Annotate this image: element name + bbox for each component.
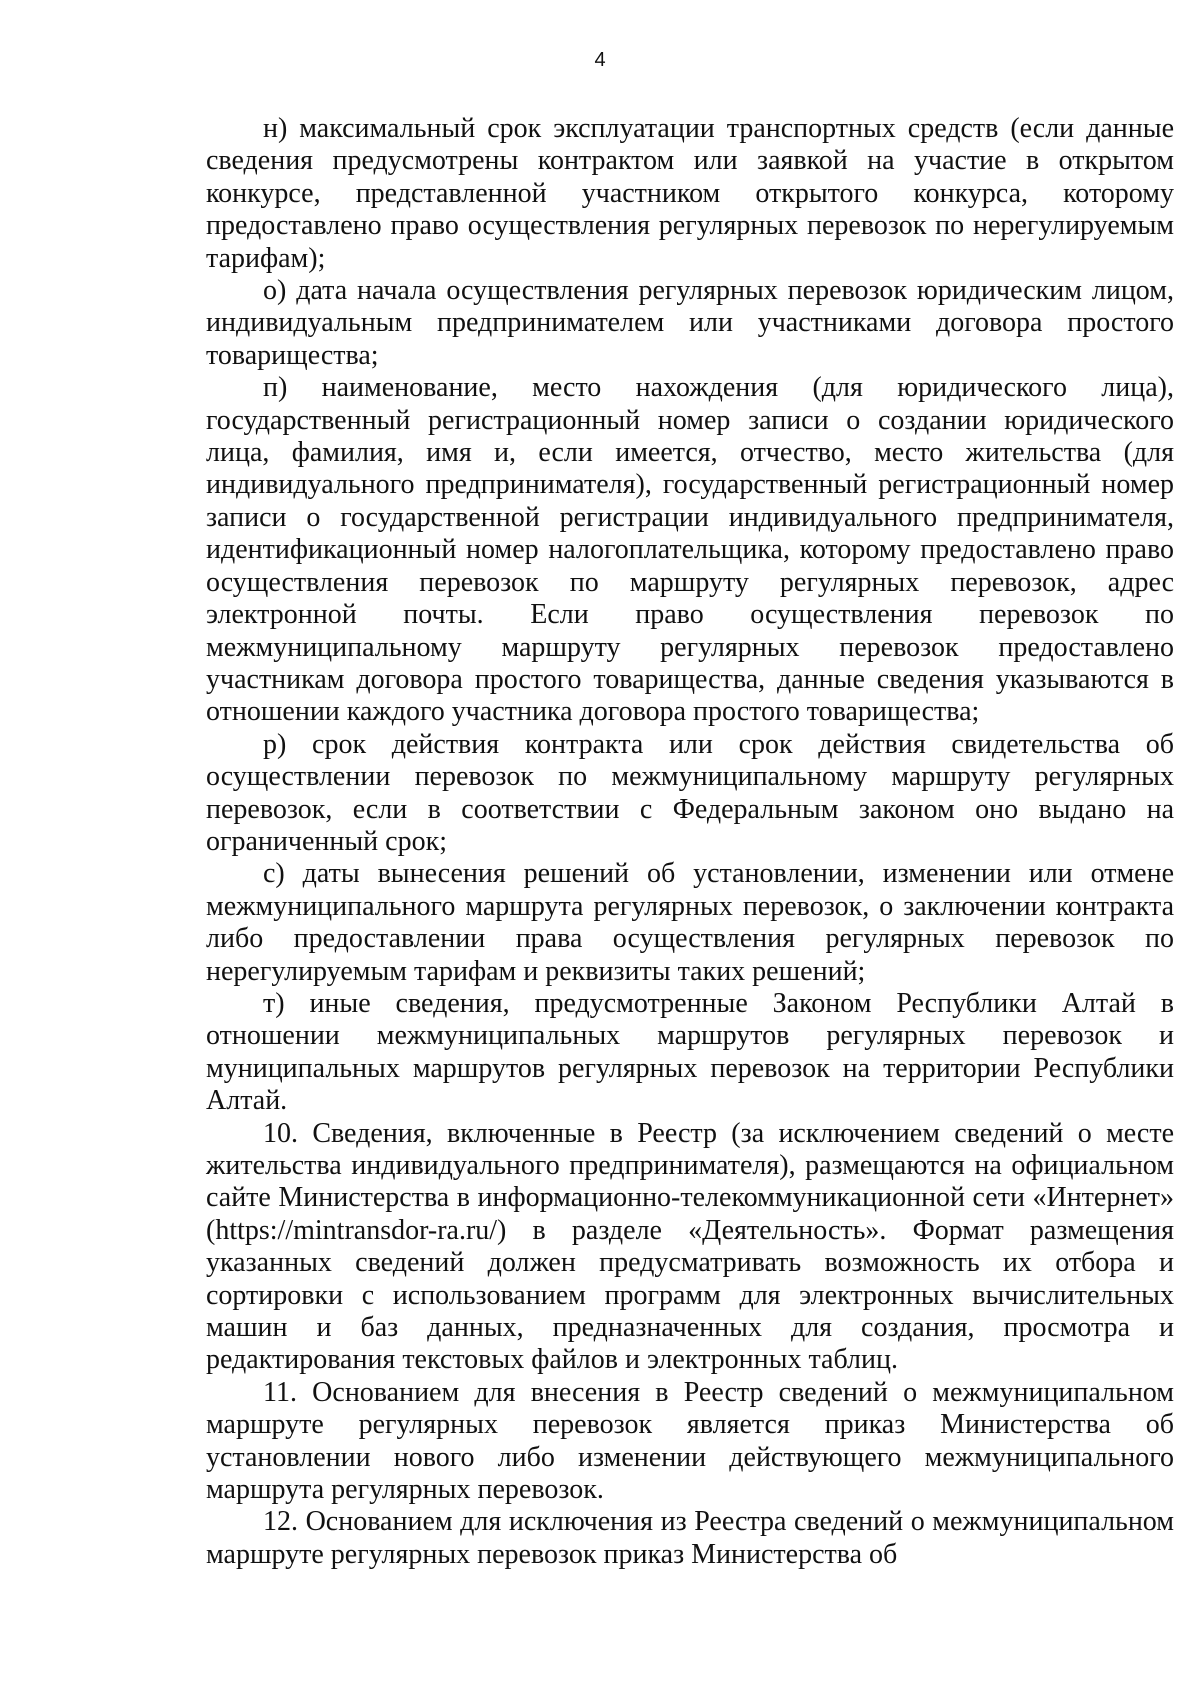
paragraph-n-max-service-life: н) максимальный срок эксплуатации транспортных средств (если данные сведения предусмотрены контрактом или заявкой на участие в открытом конкурсе, представленной участником открытого конкурса, которому предоставлено право осуществления регулярных перевозок по нерегулируемым тарифам); [206, 113, 1174, 274]
paragraph-o-start-date: о) дата начала осуществления регулярных перевозок юридическим лицом, индивидуальным предпринимателем или участниками договора простого товарищества; [206, 275, 1174, 371]
paragraph-s-decision-dates: с) даты вынесения решений об установлении, изменении или отмене межмуниципального маршрута регулярных перевозок, о заключении контракта либо предоставлении права осуществления регулярных перевозок по нерегулируемым тарифам и реквизиты таких решений; [206, 858, 1174, 987]
paragraph-p-carrier-details: п) наименование, место нахождения (для юридического лица), государственный регистрационный номер записи о создании юридического лица, фамилия, имя и, если имеется, отчество, место жительства (для индивидуального предпринимателя), государственный регистрационный номер записи о государственной регистрации индивидуального предпринимателя, идентификационный номер налогоплательщика, которому предоставлено право осуществления перевозок по маршруту регулярных перевозок, адрес электронной почты. Если право осуществления перевозок по межмуниципальному маршруту регулярных перевозок предоставлено участникам договора простого товарищества, данные сведения указываются в отношении каждого участника договора простого товарищества; [206, 372, 1174, 728]
paragraph-10-publication: 10. Сведения, включенные в Реестр (за исключением сведений о месте жительства индивидуального предпринимателя), размещаются на официальном сайте Министерства в информационно-телекоммуникационной сети «Интернет» (https://mintransdor-ra.ru/) в разделе «Деятельность». Формат размещения указанных сведений должен предусматривать возможность их отбора и сортировки с использованием программ для электронных вычислительных машин и баз данных, предназначенных для создания, просмотра и редактирования текстовых файлов и электронных таблиц. [206, 1117, 1174, 1376]
page-number: 4 [594, 49, 606, 71]
paragraph-r-contract-term: р) срок действия контракта или срок действия свидетельства об осуществлении перевозок по межмуниципальному маршруту регулярных перевозок, если в соответствии с Федеральным законом оно выдано на ограниченный срок; [206, 728, 1174, 857]
paragraph-12-exclusion-basis: 12. Основанием для исключения из Реестра сведений о межмуниципальном маршруте регулярных перевозок приказ Министерства об [206, 1506, 1174, 1570]
paragraph-t-other-information: т) иные сведения, предусмотренные Законом Республики Алтай в отношении межмуниципальных маршрутов регулярных перевозок и муниципальных маршрутов регулярных перевозок на территории Республики Алтай. [206, 987, 1174, 1117]
document-body [206, 113, 1174, 1571]
paragraph-11-inclusion-basis: 11. Основанием для внесения в Реестр сведений о межмуниципальном маршруте регулярных перевозок является приказ Министерства об установлении нового либо изменении действующего межмуниципального маршрута регулярных перевозок. [206, 1376, 1174, 1506]
